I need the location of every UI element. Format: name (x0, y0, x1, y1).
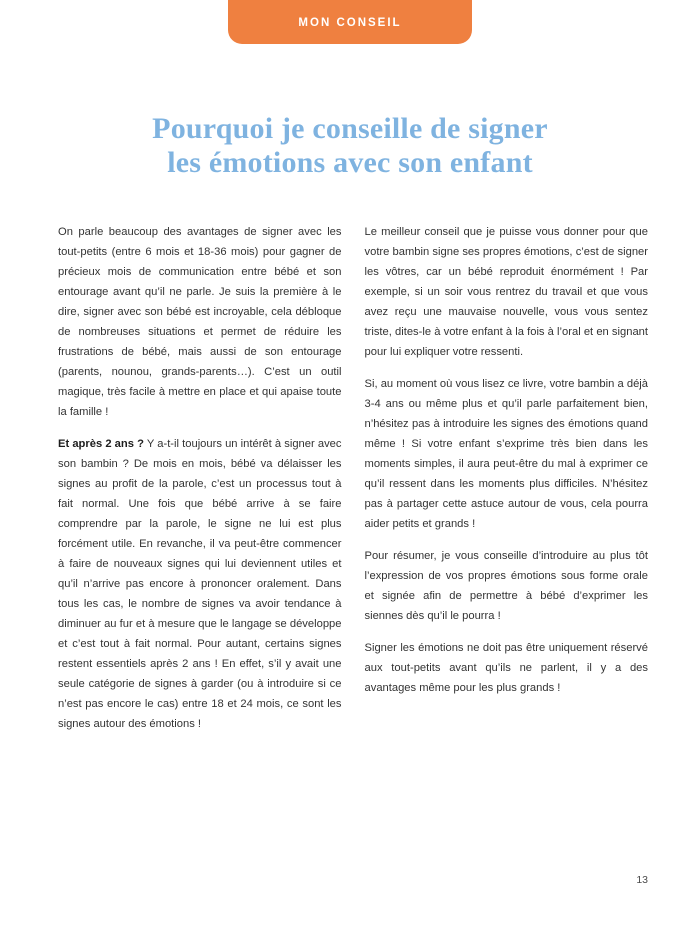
paragraph (365, 546, 649, 626)
paragraph-text: Pour résumer, je vous conseille d’introduire au plus tôt l’expression de vos propres émotions sous forme orale et signée afin de permettre à bébé d’exprimer les siennes dès qu’il le pourra ! (364, 550, 648, 622)
paragraph (365, 222, 649, 362)
page-title-line-1: Pourquoi je conseille de signer (152, 112, 548, 146)
paragraph (365, 374, 649, 534)
paragraph (58, 222, 342, 422)
paragraph-text: On parle beaucoup des avantages de signer avec les tout-petits (entre 6 mois et 18-36 mois) pour gagner de précieux mois de communication entre bébé et son entourage avant qu’il ne parle. Je suis la première à le dire, signer avec son bébé est incroyable, cela débloque de nombreuses situations et permet de réduire les frustrations de bébé, mais aussi de son entourage (parents, nounou, grands-parents…). C’est un outil magique, très facile à mettre en place et qui apaise toute la famille ! (58, 226, 342, 418)
article-body (58, 222, 648, 734)
text-column-right (365, 222, 649, 698)
paragraph (58, 434, 342, 734)
paragraph-text: Le meilleur conseil que je puisse vous donner pour que votre bambin signe ses propres émotions, c’est de signer les vôtres, car un bébé reproduit énormément ! Par exemple, si un soir vous rentrez du travail et que vous avez reçu une mauvaise nouvelle, vous vous sentez triste, dites-le à votre enfant à la fois à l’oral et en signant pour lui expliquer votre ressenti. (364, 226, 648, 358)
section-tab-container (0, 0, 700, 44)
paragraph (365, 638, 649, 698)
section-tab (228, 0, 472, 44)
page-number: 13 (636, 874, 648, 886)
page-title (50, 112, 650, 180)
paragraph-text: Si, au moment où vous lisez ce livre, votre bambin a déjà 3-4 ans ou même plus et qu’il parle parfaitement bien, n’hésitez pas à introduire les signes des émotions quand même ! Si votre enfant s’exprime très bien dans les moments simples, il aura peut-être du mal à exprimer ce qu’il ressent dans les moments plus difficiles. N’hésitez pas à partager cette astuce autour de vous, cela pourra aider petits et grands ! (364, 378, 648, 530)
section-tab-label: MON CONSEIL (298, 17, 402, 29)
text-column-left (58, 222, 342, 734)
paragraph-text: Y a-t-il toujours un intérêt à signer avec son bambin ? De mois en mois, bébé va délaisser les signes au profit de la parole, c’est un processus tout à fait normal. Une fois que bébé arrive à se faire comprendre par la parole, le signe ne lui est plus forcément utile. En revanche, il va peut-être commencer à faire de nouveaux signes qui lui deviennent utiles et qu’il n’arrive pas encore à prononcer oralement. Dans tous les cas, le nombre de signes va avoir tendance à diminuer au fur et à mesure que le langage se développe et c’est tout à fait normal. Pour autant, certains signes restent essentiels après 2 ans ! En effet, s’il y avait une seule catégorie de signes à garder (ou à introduire si ce n’est pas encore le cas) entre 18 et 24 mois, ce sont les signes autour des émotions ! (58, 438, 342, 730)
page-title-line-2: les émotions avec son enfant (167, 146, 533, 180)
paragraph-text: Signer les émotions ne doit pas être uniquement réservé aux tout-petits avant qu’ils ne parlent, il y a des avantages même pour les plus grands ! (364, 642, 648, 694)
paragraph-lead-in: Et après 2 ans ? (58, 438, 144, 450)
